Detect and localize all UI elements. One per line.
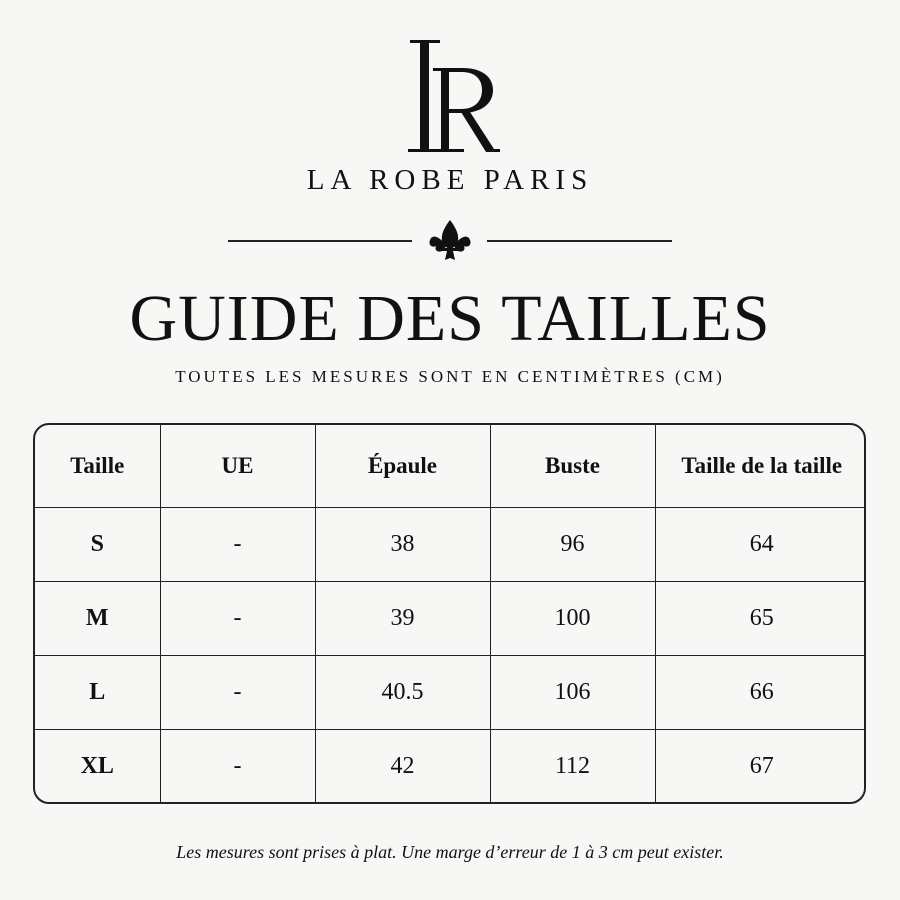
buste-cell: 100 xyxy=(490,582,655,656)
waist-cell: 64 xyxy=(655,508,866,582)
epaule-cell: 40.5 xyxy=(315,656,490,730)
header-taille-de-la-taille: Taille de la taille xyxy=(655,425,866,508)
epaule-cell: 38 xyxy=(315,508,490,582)
size-cell: XL xyxy=(35,730,160,804)
ornamental-divider xyxy=(0,214,900,264)
fleur-de-lis-icon xyxy=(429,220,470,260)
size-cell: M xyxy=(35,582,160,656)
table-row xyxy=(35,656,866,730)
header-buste: Buste xyxy=(490,425,655,508)
footer-note: Les mesures sont prises à plat. Une marge d’erreur de 1 à 3 cm peut exister. xyxy=(176,842,724,862)
size-cell: S xyxy=(35,508,160,582)
waist-cell: 66 xyxy=(655,656,866,730)
ue-cell: - xyxy=(160,582,315,656)
ue-cell: - xyxy=(160,508,315,582)
header-ue: UE xyxy=(160,425,315,508)
brand-name: LA ROBE PARIS xyxy=(306,164,594,196)
header-epaule: Épaule xyxy=(315,425,490,508)
page-title: GUIDE DES TAILLES xyxy=(129,282,771,355)
size-cell: L xyxy=(35,656,160,730)
table-row xyxy=(35,582,866,656)
waist-cell: 67 xyxy=(655,730,866,804)
waist-cell: 65 xyxy=(655,582,866,656)
ue-cell: - xyxy=(160,656,315,730)
table-row xyxy=(35,730,866,804)
buste-cell: 112 xyxy=(490,730,655,804)
ue-cell: - xyxy=(160,730,315,804)
page-subtitle: TOUTES LES MESURES SONT EN CENTIMÈTRES (CM) xyxy=(175,367,725,386)
buste-cell: 106 xyxy=(490,656,655,730)
epaule-cell: 39 xyxy=(315,582,490,656)
table-header-row xyxy=(35,425,866,508)
epaule-cell: 42 xyxy=(315,730,490,804)
size-chart-table xyxy=(33,423,866,804)
lr-monogram-logo xyxy=(0,28,900,158)
buste-cell: 96 xyxy=(490,508,655,582)
table-row xyxy=(35,508,866,582)
header-taille: Taille xyxy=(35,425,160,508)
